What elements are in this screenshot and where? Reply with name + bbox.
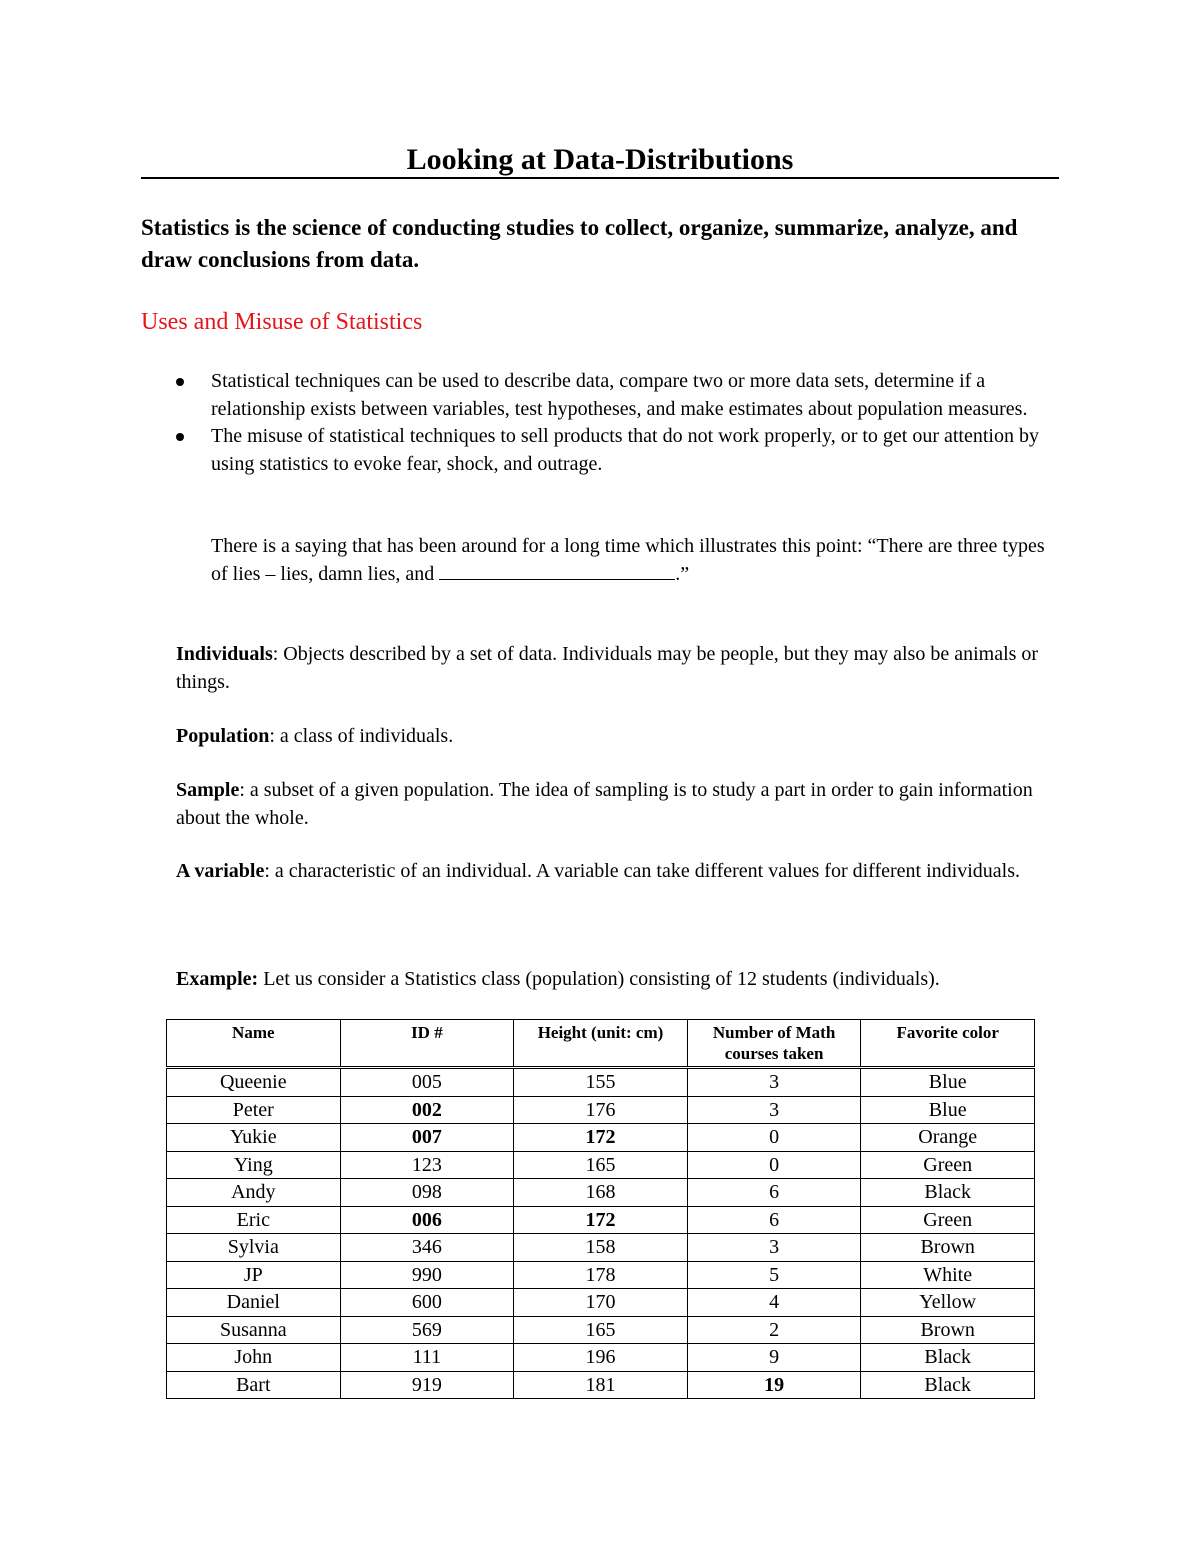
bullet-text: The misuse of statistical techniques to sell products that do not work properly, or to get our attention by using statistics to evoke fear, shock, and outrage. (211, 425, 1039, 475)
cell-name: Andy (167, 1179, 341, 1207)
cell-id: 002 (340, 1096, 514, 1124)
cell-height: 155 (514, 1068, 688, 1097)
example-label: Example: (176, 968, 259, 990)
cell-favorite-color: Yellow (861, 1289, 1035, 1317)
table-body (167, 1068, 1035, 1399)
cell-math-courses: 4 (687, 1289, 861, 1317)
cell-math-courses: 2 (687, 1316, 861, 1344)
cell-name: Peter (167, 1096, 341, 1124)
cell-math-courses: 19 (687, 1371, 861, 1399)
header-id: ID # (340, 1020, 514, 1068)
saying-paragraph (211, 533, 1066, 588)
bullet-icon (176, 433, 184, 441)
definition-term: Individuals (176, 643, 273, 665)
cell-height: 165 (514, 1151, 688, 1179)
cell-height: 172 (514, 1206, 688, 1234)
cell-favorite-color: Black (861, 1371, 1035, 1399)
cell-height: 178 (514, 1261, 688, 1289)
cell-height: 165 (514, 1316, 688, 1344)
cell-id: 111 (340, 1344, 514, 1372)
fill-in-blank (439, 561, 675, 580)
cell-name: Daniel (167, 1289, 341, 1317)
example-text: Let us consider a Statistics class (population) consisting of 12 students (individuals). (258, 968, 940, 990)
bullet-text: Statistical techniques can be used to describe data, compare two or more data sets, determine if a relationship exists between variables, test hypotheses, and make estimates about population measures. (211, 370, 1028, 420)
bullet-icon (176, 378, 184, 386)
cell-math-courses: 3 (687, 1096, 861, 1124)
cell-name: John (167, 1344, 341, 1372)
cell-height: 172 (514, 1124, 688, 1152)
definition-individuals (176, 641, 1066, 696)
cell-height: 168 (514, 1179, 688, 1207)
cell-height: 196 (514, 1344, 688, 1372)
header-height: Height (unit: cm) (514, 1020, 688, 1068)
cell-favorite-color: Brown (861, 1234, 1035, 1262)
cell-favorite-color: Green (861, 1151, 1035, 1179)
cell-name: Sylvia (167, 1234, 341, 1262)
cell-favorite-color: Green (861, 1206, 1035, 1234)
cell-id: 990 (340, 1261, 514, 1289)
definition-text: : Objects described by a set of data. Individuals may be people, but they may also be animals or things. (176, 643, 1039, 693)
table-row (167, 1344, 1035, 1372)
cell-favorite-color: Blue (861, 1068, 1035, 1097)
saying-text: There is a saying that has been around for a long time which illustrates this point: “There are three types of lies – lies, damn lies, and (211, 535, 1045, 585)
definition-term: Sample (176, 779, 240, 801)
header-name: Name (167, 1020, 341, 1068)
table-header-row (167, 1020, 1035, 1068)
table-row (167, 1261, 1035, 1289)
cell-height: 158 (514, 1234, 688, 1262)
cell-favorite-color: White (861, 1261, 1035, 1289)
cell-id: 919 (340, 1371, 514, 1399)
cell-math-courses: 3 (687, 1068, 861, 1097)
bullet-item (176, 423, 1066, 478)
title-underline (141, 177, 1059, 179)
cell-name: Ying (167, 1151, 341, 1179)
cell-math-courses: 3 (687, 1234, 861, 1262)
cell-id: 098 (340, 1179, 514, 1207)
definition-text: : a subset of a given population. The idea of sampling is to study a part in order to gain information about the whole. (176, 779, 1033, 829)
table-row (167, 1068, 1035, 1097)
table-row (167, 1289, 1035, 1317)
example-paragraph (176, 966, 1056, 992)
cell-name: Eric (167, 1206, 341, 1234)
table-row (167, 1206, 1035, 1234)
table-row (167, 1316, 1035, 1344)
cell-math-courses: 5 (687, 1261, 861, 1289)
page-title: Looking at Data-Distributions (406, 143, 794, 176)
cell-height: 181 (514, 1371, 688, 1399)
cell-name: JP (167, 1261, 341, 1289)
definition-text: : a characteristic of an individual. A variable can take different values for different individuals. (264, 860, 1020, 882)
saying-end: .” (675, 562, 690, 585)
cell-id: 569 (340, 1316, 514, 1344)
table-row (167, 1234, 1035, 1262)
cell-math-courses: 6 (687, 1179, 861, 1207)
cell-id: 123 (340, 1151, 514, 1179)
definition-text: : a class of individuals. (269, 725, 454, 747)
cell-id: 005 (340, 1068, 514, 1097)
bullet-item (176, 368, 1066, 423)
cell-math-courses: 0 (687, 1124, 861, 1152)
header-favorite-color: Favorite color (861, 1020, 1035, 1068)
cell-math-courses: 0 (687, 1151, 861, 1179)
cell-id: 600 (340, 1289, 514, 1317)
definition-population (176, 723, 1066, 751)
cell-height: 176 (514, 1096, 688, 1124)
cell-name: Yukie (167, 1124, 341, 1152)
cell-math-courses: 9 (687, 1344, 861, 1372)
definition-term: A variable (176, 860, 265, 882)
cell-favorite-color: Black (861, 1179, 1035, 1207)
definition-term: Population (176, 725, 270, 747)
cell-name: Susanna (167, 1316, 341, 1344)
cell-favorite-color: Orange (861, 1124, 1035, 1152)
definition-variable (176, 858, 1066, 886)
table-row (167, 1179, 1035, 1207)
definition-sample (176, 777, 1066, 832)
section-heading: Uses and Misuse of Statistics (141, 309, 423, 335)
table-row (167, 1371, 1035, 1399)
cell-favorite-color: Black (861, 1344, 1035, 1372)
table-row (167, 1151, 1035, 1179)
cell-height: 170 (514, 1289, 688, 1317)
cell-name: Queenie (167, 1068, 341, 1097)
cell-id: 007 (340, 1124, 514, 1152)
cell-math-courses: 6 (687, 1206, 861, 1234)
intro-statement: Statistics is the science of conducting studies to collect, organize, summarize, analyze, and draw conclusions from data. (141, 215, 1018, 272)
bullet-list (176, 368, 1066, 478)
table-row (167, 1096, 1035, 1124)
header-math-courses: Number of Math courses taken (687, 1020, 861, 1068)
cell-favorite-color: Brown (861, 1316, 1035, 1344)
cell-name: Bart (167, 1371, 341, 1399)
student-data-table (166, 1019, 1035, 1399)
cell-id: 346 (340, 1234, 514, 1262)
table-row (167, 1124, 1035, 1152)
cell-favorite-color: Blue (861, 1096, 1035, 1124)
cell-id: 006 (340, 1206, 514, 1234)
